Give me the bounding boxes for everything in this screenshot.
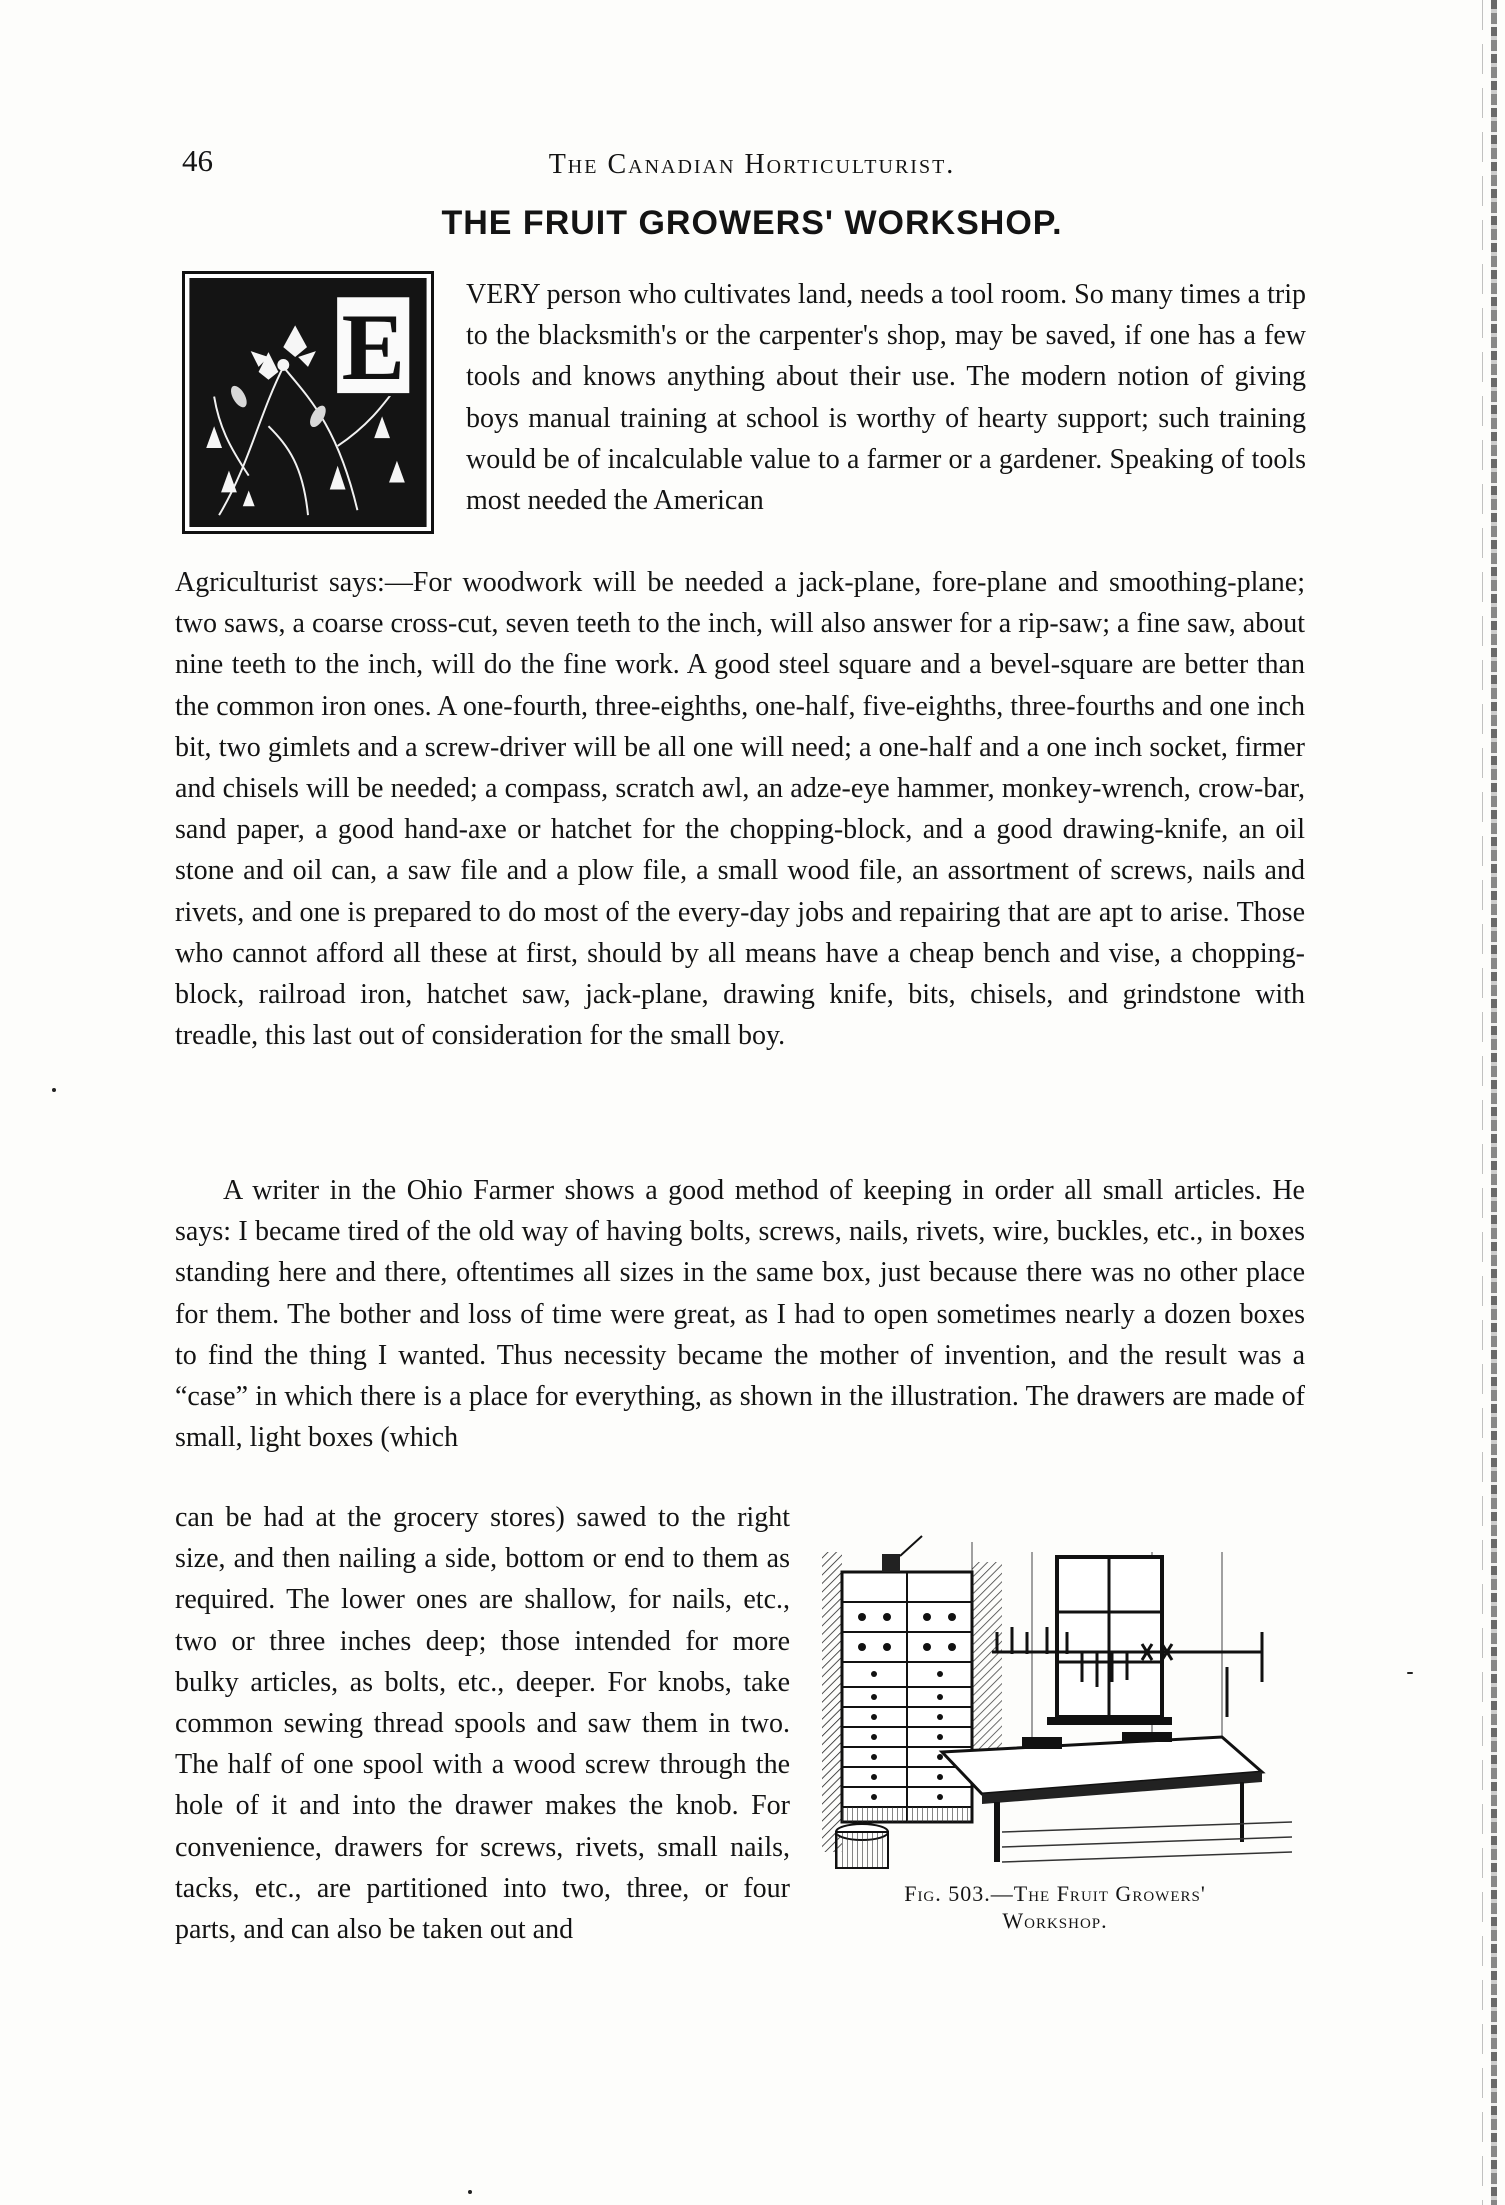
paragraph-3: can be had at the grocery stores) sawed to the right size, and then nailing a side, bottom or end to them as required. The lower ones are shallow, for nails, etc., two or three inches deep; those intended for more bulky articles, as bolts, etc., deeper. For knobs, take common sewing thread spools and saw them in two. The half of one spool with a wood screw through the hole of it and into the drawer makes the knob. For convenience, drawers for screws, rivets, small nails, tacks, etc., are partitioned into two, three, or four parts, and can also be taken out and: [175, 1502, 790, 1946]
page-edge-scan-line: [1482, 0, 1483, 2205]
running-title: The Canadian Horticulturist.: [548, 149, 956, 180]
drop-cap-ornament: [182, 271, 434, 534]
scan-speck: [52, 1088, 56, 1092]
page-number: 46: [182, 143, 213, 178]
figure-caption: [800, 1880, 1310, 1934]
figure-caption-line-2: Workshop.: [1002, 1908, 1108, 1933]
keg: [836, 1824, 888, 1868]
drop-cap-letter: E: [341, 293, 405, 400]
paragraph-1-continuation: Agriculturist says:—For woodwork will be needed a jack-plane, fore-plane and smoothing-plane; two saws, a coarse cross-cut, seven teeth to the inch, will also answer for a rip-saw; a fine saw, about nine teeth to the inch, will do the fine work. A good steel square and a bevel-square are better than the common iron ones. A one-fourth, three-eighths, one-half, five-eighths, three-fourths and one inch bit, two gimlets and a screw-driver will be all one will need; a one-half and a one inch socket, firmer and chisels will be needed; a compass, scratch awl, an adze-eye hammer, monkey-wrench, crow-bar, sand paper, a good hand-axe or hatchet for the chopping-block, and a good drawing-knife, an oil stone and oil can, a saw file and a plow file, a small wood file, an assortment of screws, nails and rivets, and one is prepared to do most of the every-day jobs and repairing that are apt to arise. Those who cannot afford all these at first, should by all means have a cheap bench and vise, a chopping-block, railroad iron, hatchet saw, jack-plane, drawing knife, bits, chisels, and grindstone with treadle, this last out of consideration for the small boy.: [175, 567, 1305, 1052]
paragraph-1-opening: VERY person who cultivates land, needs a tool room. So many times a trip to the blacksmith's or the carpenter's shop, may be saved, if one has a few tools and knows anything about their use. The modern notion of giving boys manual training at school is worthy of hearty support; such training would be of incalculable value to a farmer or a gardener. Speaking of tools most needed the American: [466, 279, 1306, 517]
floral-illustration-icon: [189, 278, 427, 527]
page-edge-scan-artifact: [1491, 0, 1497, 2205]
scan-speck: [1407, 1672, 1413, 1674]
article-title: THE FRUIT GROWERS' WORKSHOP.: [441, 204, 1063, 242]
paragraph-2: A writer in the Ohio Farmer shows a good method of keeping in order all small articles. He says: I became tired of the old way of having bolts, screws, nails, rivets, wire, buckles, etc., in boxes standing here and there, oftentimes all sizes in the same box, just because there was no other place for them. The bother and loss of time were great, as I had to open sometimes nearly a dozen boxes to find the thing I wanted. Thus necessity became the mother of invention, and the result was a “case” in which there is a place for everything, as shown in the illustration. The drawers are made of small, light boxes (which: [175, 1175, 1305, 1454]
workshop-illustration: [822, 1532, 1292, 1872]
page-header: [182, 143, 1322, 193]
drawer-case: [842, 1536, 972, 1822]
scan-speck: [468, 2190, 472, 2194]
figure-caption-line-1: Fig. 503.—The Fruit Growers': [904, 1881, 1206, 1906]
